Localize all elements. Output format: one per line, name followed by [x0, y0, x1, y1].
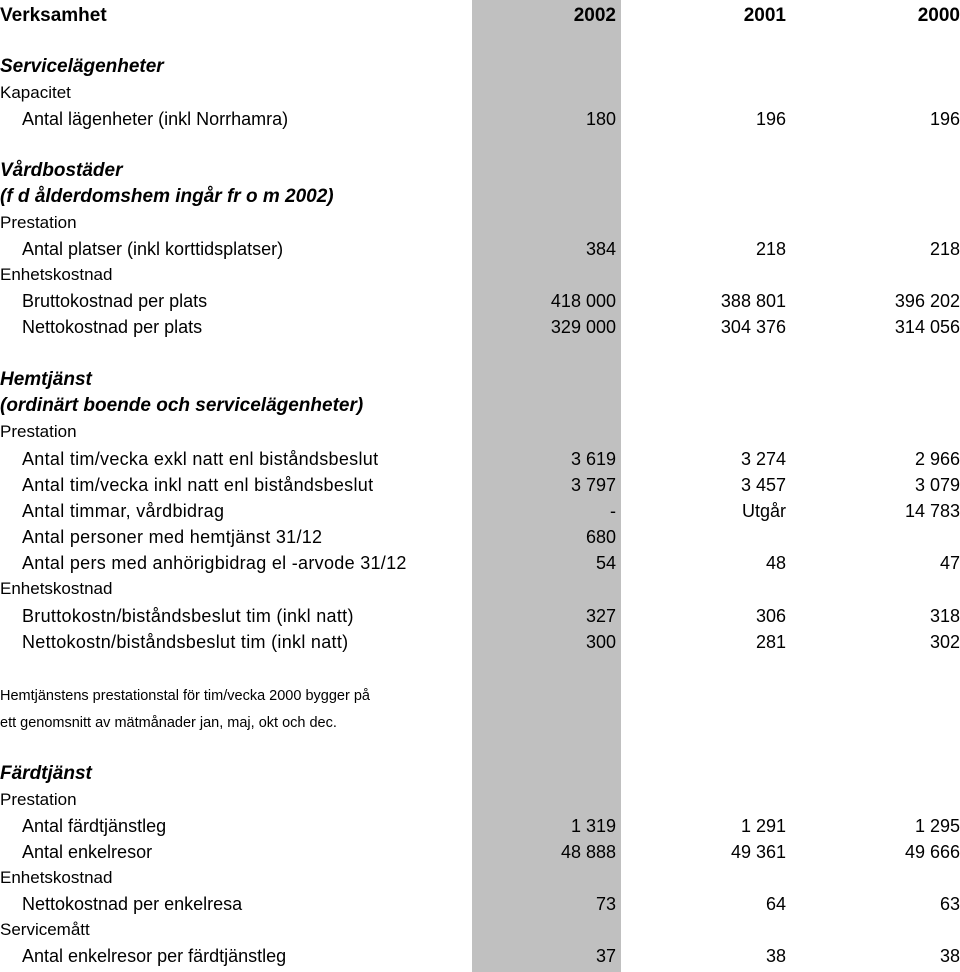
section-heading — [0, 184, 960, 210]
footnote — [0, 710, 960, 736]
value-2000: 218 — [929, 239, 960, 259]
data-row — [0, 813, 960, 839]
value-2000: 49 666 — [904, 842, 960, 862]
value-2000: 47 — [939, 553, 960, 573]
row-label: Antal färdtjänstleg — [22, 816, 167, 836]
data-row — [0, 839, 960, 865]
row-label: Bruttokostnad per plats — [22, 291, 208, 311]
row-label: Antal tim/vecka exkl natt enl biståndsbeslut — [22, 449, 379, 469]
subheading — [0, 210, 960, 236]
data-row — [0, 524, 960, 550]
row-label: (ordinärt boende och servicelägenheter) — [0, 395, 364, 416]
subheading — [0, 787, 960, 813]
value-2002: - — [610, 501, 616, 521]
value-2000: 2000 — [917, 5, 960, 26]
value-2000: 63 — [939, 894, 960, 914]
row-label: Servicelägenheter — [0, 56, 164, 77]
value-2002: 384 — [585, 239, 616, 259]
value-2001: 304 376 — [720, 317, 786, 337]
value-2001: 38 — [765, 946, 786, 966]
row-label: Antal platser (inkl korttidsplatser) — [22, 239, 284, 259]
value-2002: 329 000 — [550, 317, 616, 337]
value-2002: 3 797 — [570, 475, 616, 495]
subheading — [0, 917, 960, 943]
value-2002: 300 — [585, 632, 616, 652]
value-2002: 180 — [585, 109, 616, 129]
value-2000: 302 — [929, 632, 960, 652]
row-label: ett genomsnitt av mätmånader jan, maj, okt och dec. — [0, 715, 337, 731]
row-label: Prestation — [0, 213, 77, 232]
value-2000: 38 — [939, 946, 960, 966]
value-2001: 306 — [755, 606, 786, 626]
subheading — [0, 262, 960, 288]
value-2001: 281 — [755, 632, 786, 652]
value-2002: 418 000 — [550, 291, 616, 311]
data-row — [0, 943, 960, 969]
value-2000: 196 — [929, 109, 960, 129]
value-2000: 2 966 — [914, 449, 960, 469]
value-2002: 37 — [595, 946, 616, 966]
subheading — [0, 576, 960, 602]
value-2002: 680 — [585, 527, 616, 547]
row-label: Nettokostn/biståndsbeslut tim (inkl natt) — [22, 632, 349, 652]
value-2002: 3 619 — [570, 449, 616, 469]
value-2000: 1 295 — [914, 816, 960, 836]
row-label: Bruttokostn/biståndsbeslut tim (inkl natt) — [22, 606, 354, 626]
value-2001: 2001 — [743, 5, 786, 26]
subheading — [0, 419, 960, 445]
data-row — [0, 891, 960, 917]
value-2002: 73 — [595, 894, 616, 914]
value-2000: 14 783 — [904, 501, 960, 521]
row-label: Antal lägenheter (inkl Norrhamra) — [22, 109, 289, 129]
header-row — [0, 3, 960, 29]
value-2002: 2002 — [573, 5, 616, 26]
value-2001: Utgår — [741, 501, 786, 521]
section-heading — [0, 393, 960, 419]
row-label: Antal enkelresor per färdtjänstleg — [22, 946, 287, 966]
subheading — [0, 865, 960, 891]
value-2001: 218 — [755, 239, 786, 259]
footnote — [0, 683, 960, 709]
section-heading — [0, 761, 960, 787]
value-2001: 48 — [765, 553, 786, 573]
value-2001: 49 361 — [730, 842, 786, 862]
data-row — [0, 603, 960, 629]
value-2000: 396 202 — [894, 291, 960, 311]
data-row — [0, 288, 960, 314]
value-2001: 196 — [755, 109, 786, 129]
data-row — [0, 498, 960, 524]
row-label: Verksamhet — [0, 5, 107, 26]
data-row — [0, 314, 960, 340]
value-2000: 3 079 — [914, 475, 960, 495]
row-label: Prestation — [0, 790, 77, 809]
row-label: Kapacitet — [0, 83, 71, 102]
data-row — [0, 629, 960, 655]
row-label: Hemtjänstens prestationstal för tim/vecka 2000 bygger på — [0, 688, 370, 704]
row-label: Prestation — [0, 422, 77, 441]
row-label: Enhetskostnad — [0, 265, 113, 284]
value-2000: 318 — [929, 606, 960, 626]
section-heading — [0, 54, 960, 80]
row-label: Färdtjänst — [0, 763, 92, 784]
value-2001: 3 274 — [740, 449, 786, 469]
data-row — [0, 550, 960, 576]
value-2001: 1 291 — [740, 816, 786, 836]
row-label: Antal pers med anhörigbidrag el -arvode 31/12 — [22, 553, 407, 573]
value-2002: 48 888 — [560, 842, 616, 862]
value-2001: 3 457 — [740, 475, 786, 495]
data-row — [0, 106, 960, 132]
value-2002: 327 — [585, 606, 616, 626]
row-label: Servicemått — [0, 920, 90, 939]
row-label: Antal personer med hemtjänst 31/12 — [22, 527, 323, 547]
data-row — [0, 446, 960, 472]
row-label: Hemtjänst — [0, 369, 92, 390]
value-2001: 388 801 — [720, 291, 786, 311]
row-label: Nettokostnad per enkelresa — [22, 894, 243, 914]
row-label: Enhetskostnad — [0, 579, 113, 598]
row-label: (f d ålderdomshem ingår fr o m 2002) — [0, 186, 334, 207]
value-2002: 54 — [595, 553, 616, 573]
data-row — [0, 472, 960, 498]
row-label: Nettokostnad per plats — [22, 317, 203, 337]
section-heading — [0, 367, 960, 393]
row-label: Vårdbostäder — [0, 160, 123, 181]
value-2002: 1 319 — [570, 816, 616, 836]
data-row — [0, 236, 960, 262]
row-label: Antal tim/vecka inkl natt enl biståndsbeslut — [22, 475, 374, 495]
row-label: Antal timmar, vårdbidrag — [22, 501, 225, 521]
row-label: Enhetskostnad — [0, 868, 113, 887]
value-2001: 64 — [765, 894, 786, 914]
value-2000: 314 056 — [894, 317, 960, 337]
section-heading — [0, 158, 960, 184]
row-label: Antal enkelresor — [22, 842, 153, 862]
subheading — [0, 80, 960, 106]
